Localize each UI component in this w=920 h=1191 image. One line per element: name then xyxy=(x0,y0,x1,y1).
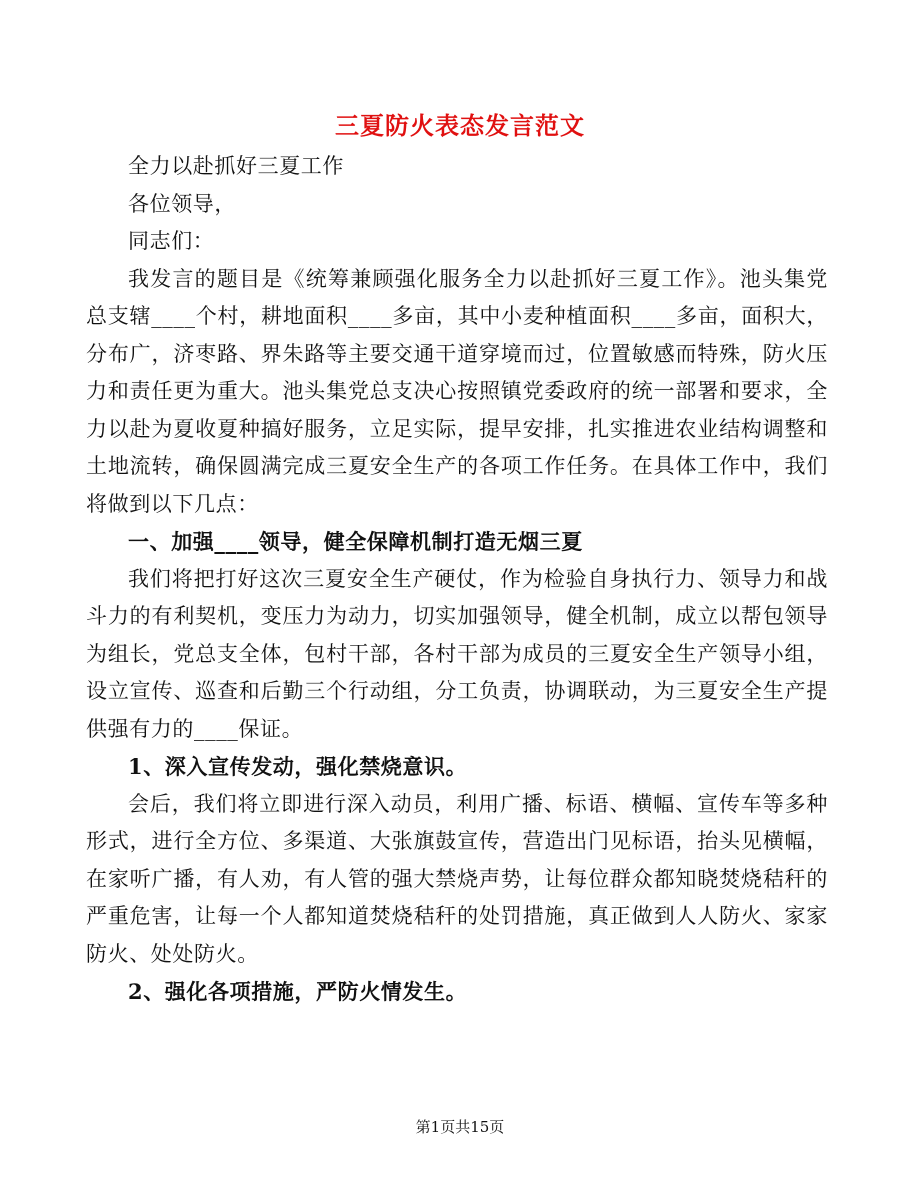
document-title: 三夏防火表态发言范文 xyxy=(335,111,585,140)
document-body xyxy=(86,148,828,1011)
paragraph-subtitle: 全力以赴抓好三夏工作 xyxy=(128,154,344,178)
page-footer: 第1页共15页 xyxy=(415,1118,505,1136)
paragraph-section-1: 我们将把打好这次三夏安全生产硬仗，作为检验自身执行力、领导力和战斗力的有利契机，变压力为动力，切实加强领导，健全机制，成立以帮包领导为组长，党总支全体，包村干部，各村干部为成员的三夏安全生产领导小组，设立宣传、巡查和后勤三个行动组，分工负责，协调联动，为三夏安全生产提供强有力的____保证。 xyxy=(86,566,828,741)
paragraph-intro: 我发言的题目是《统筹兼顾强化服务全力以赴抓好三夏工作》。池头集党总支辖____个村，耕地面积____多亩，其中小麦种植面积____多亩，面积大，分布广，济枣路、界朱路等主要交通干道穿境而过，位置敏感而特殊，防火压力和责任更为重大。池头集党总支决心按照镇党委政府的统一部署和要求，全力以赴为夏收夏种搞好服务，立足实际，提早安排，扎实推进农业结构调整和土地流转，确保圆满完成三夏安全生产的各项工作任务。在具体工作中，我们将做到以下几点： xyxy=(86,266,828,516)
heading-section-1: 一、加强____领导，健全保障机制打造无烟三夏 xyxy=(128,529,583,554)
paragraph-item-1: 会后，我们将立即进行深入动员，利用广播、标语、横幅、宣传车等多种形式，进行全方位、多渠道、大张旗鼓宣传，营造出门见标语，抬头见横幅，在家听广播，有人劝，有人管的强大禁烧声势，让每位群众都知晓焚烧秸秆的严重危害，让每一个人都知道焚烧秸秆的处罚措施，真正做到人人防火、家家防火、处处防火。 xyxy=(86,791,828,966)
paragraph-salutation-leaders: 各位领导， xyxy=(128,191,236,216)
heading-item-1: 1、深入宣传发动，强化禁烧意识。 xyxy=(128,754,468,779)
paragraph-salutation-comrades: 同志们： xyxy=(128,229,215,253)
heading-item-2: 2、强化各项措施，严防火情发生。 xyxy=(128,979,468,1004)
